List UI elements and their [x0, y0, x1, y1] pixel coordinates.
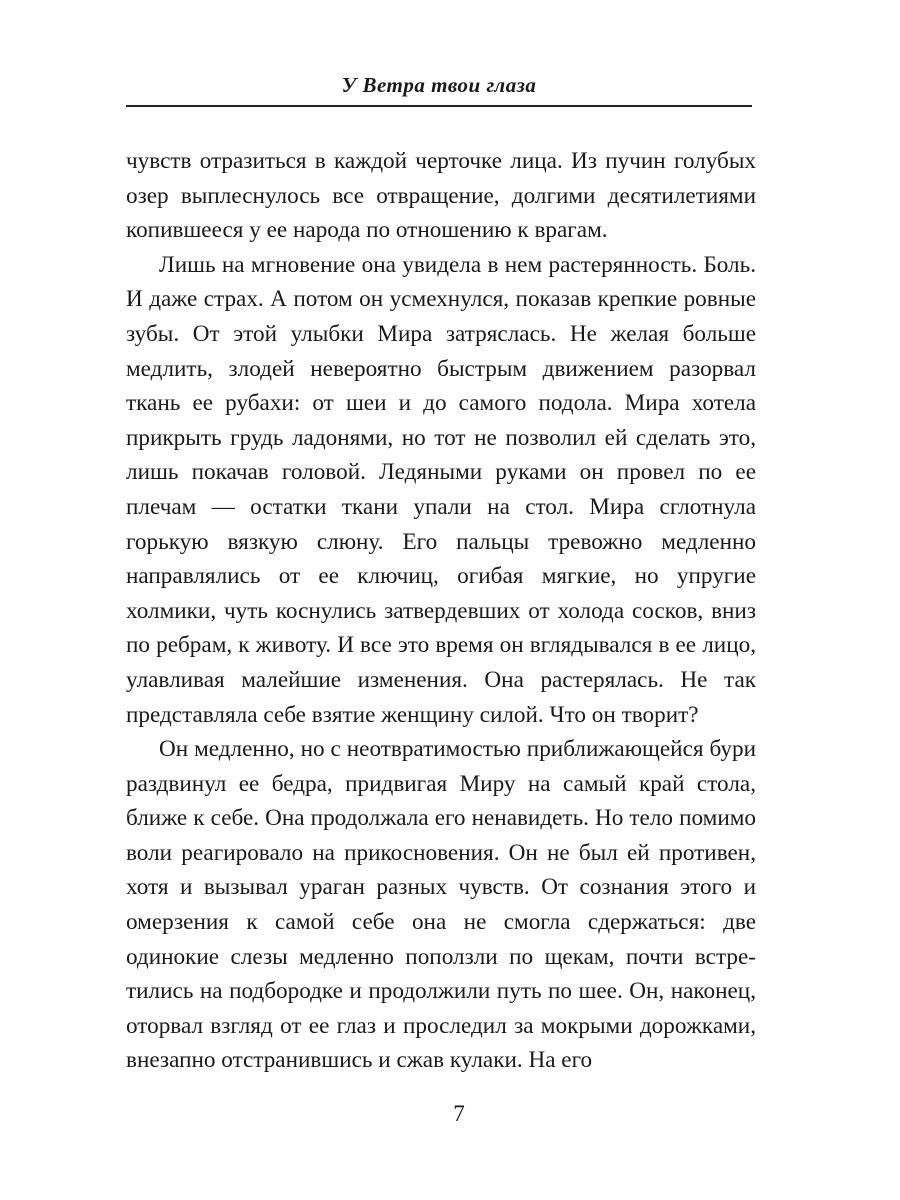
- paragraph: Он медленно, но с неотвратимостью приближающейся бури раздвинул ее бедра, придвигая Миру на самый край стола, ближе к себе. Она продолжала его ненавидеть. Но тело помимо воли реагировало на прикосновения. Он не был ей противен, хотя и вызывал ураган разных чувств. От сознания этого и омерзения к самой себе она не смогла сдержаться: две одинокие слезы медленно поползли по щекам, почти встретились на подбородке и продолжили путь по шее. Он, наконец, оторвал взгляд от ее глаз и проследил за мокрыми дорожками, внезапно отстранившись и сжав кулаки. На его: [126, 736, 756, 1074]
- header-divider: [126, 105, 752, 107]
- running-header-title: У Ветра твои глаза: [341, 73, 537, 97]
- paragraph: Лишь на мгновение она увидела в нем растерянность. Боль. И даже страх. А потом он усмехнулся, показав крепкие ровные зубы. От этой улыбки Мира затряслась. Не желая больше медлить, злодей невероятно быстрым движением разорвал ткань ее рубахи: от шеи и до самого подола. Мира хотела прикрыть грудь ладонями, но тот не позволил ей сделать это, лишь покачав головой. Ледяными руками он провел по ее плечам — остатки ткани упали на стол. Мира сглотнула горькую вязкую слюну. Его пальцы тревожно медленно направлялись от ее ключиц, огибая мягкие, но упругие холмики, чуть коснулись затвердевших от холода сосков, вниз по ребрам, к животу. И все это время он вглядывался в ее лицо, улавливая малейшие изменения. Она растерялась. Не так представляла себе взятие женщину силой. Что он творит?: [126, 251, 756, 728]
- paragraph-continuation: чувств отразиться в каждой черточке лица. Из пучин голубых озер выплеснулось все отвращение, долгими десятилетиями копившееся у ее народа по отношению к врагам.: [126, 148, 756, 244]
- body-text: [126, 144, 756, 1078]
- page-number: 7: [453, 1101, 465, 1126]
